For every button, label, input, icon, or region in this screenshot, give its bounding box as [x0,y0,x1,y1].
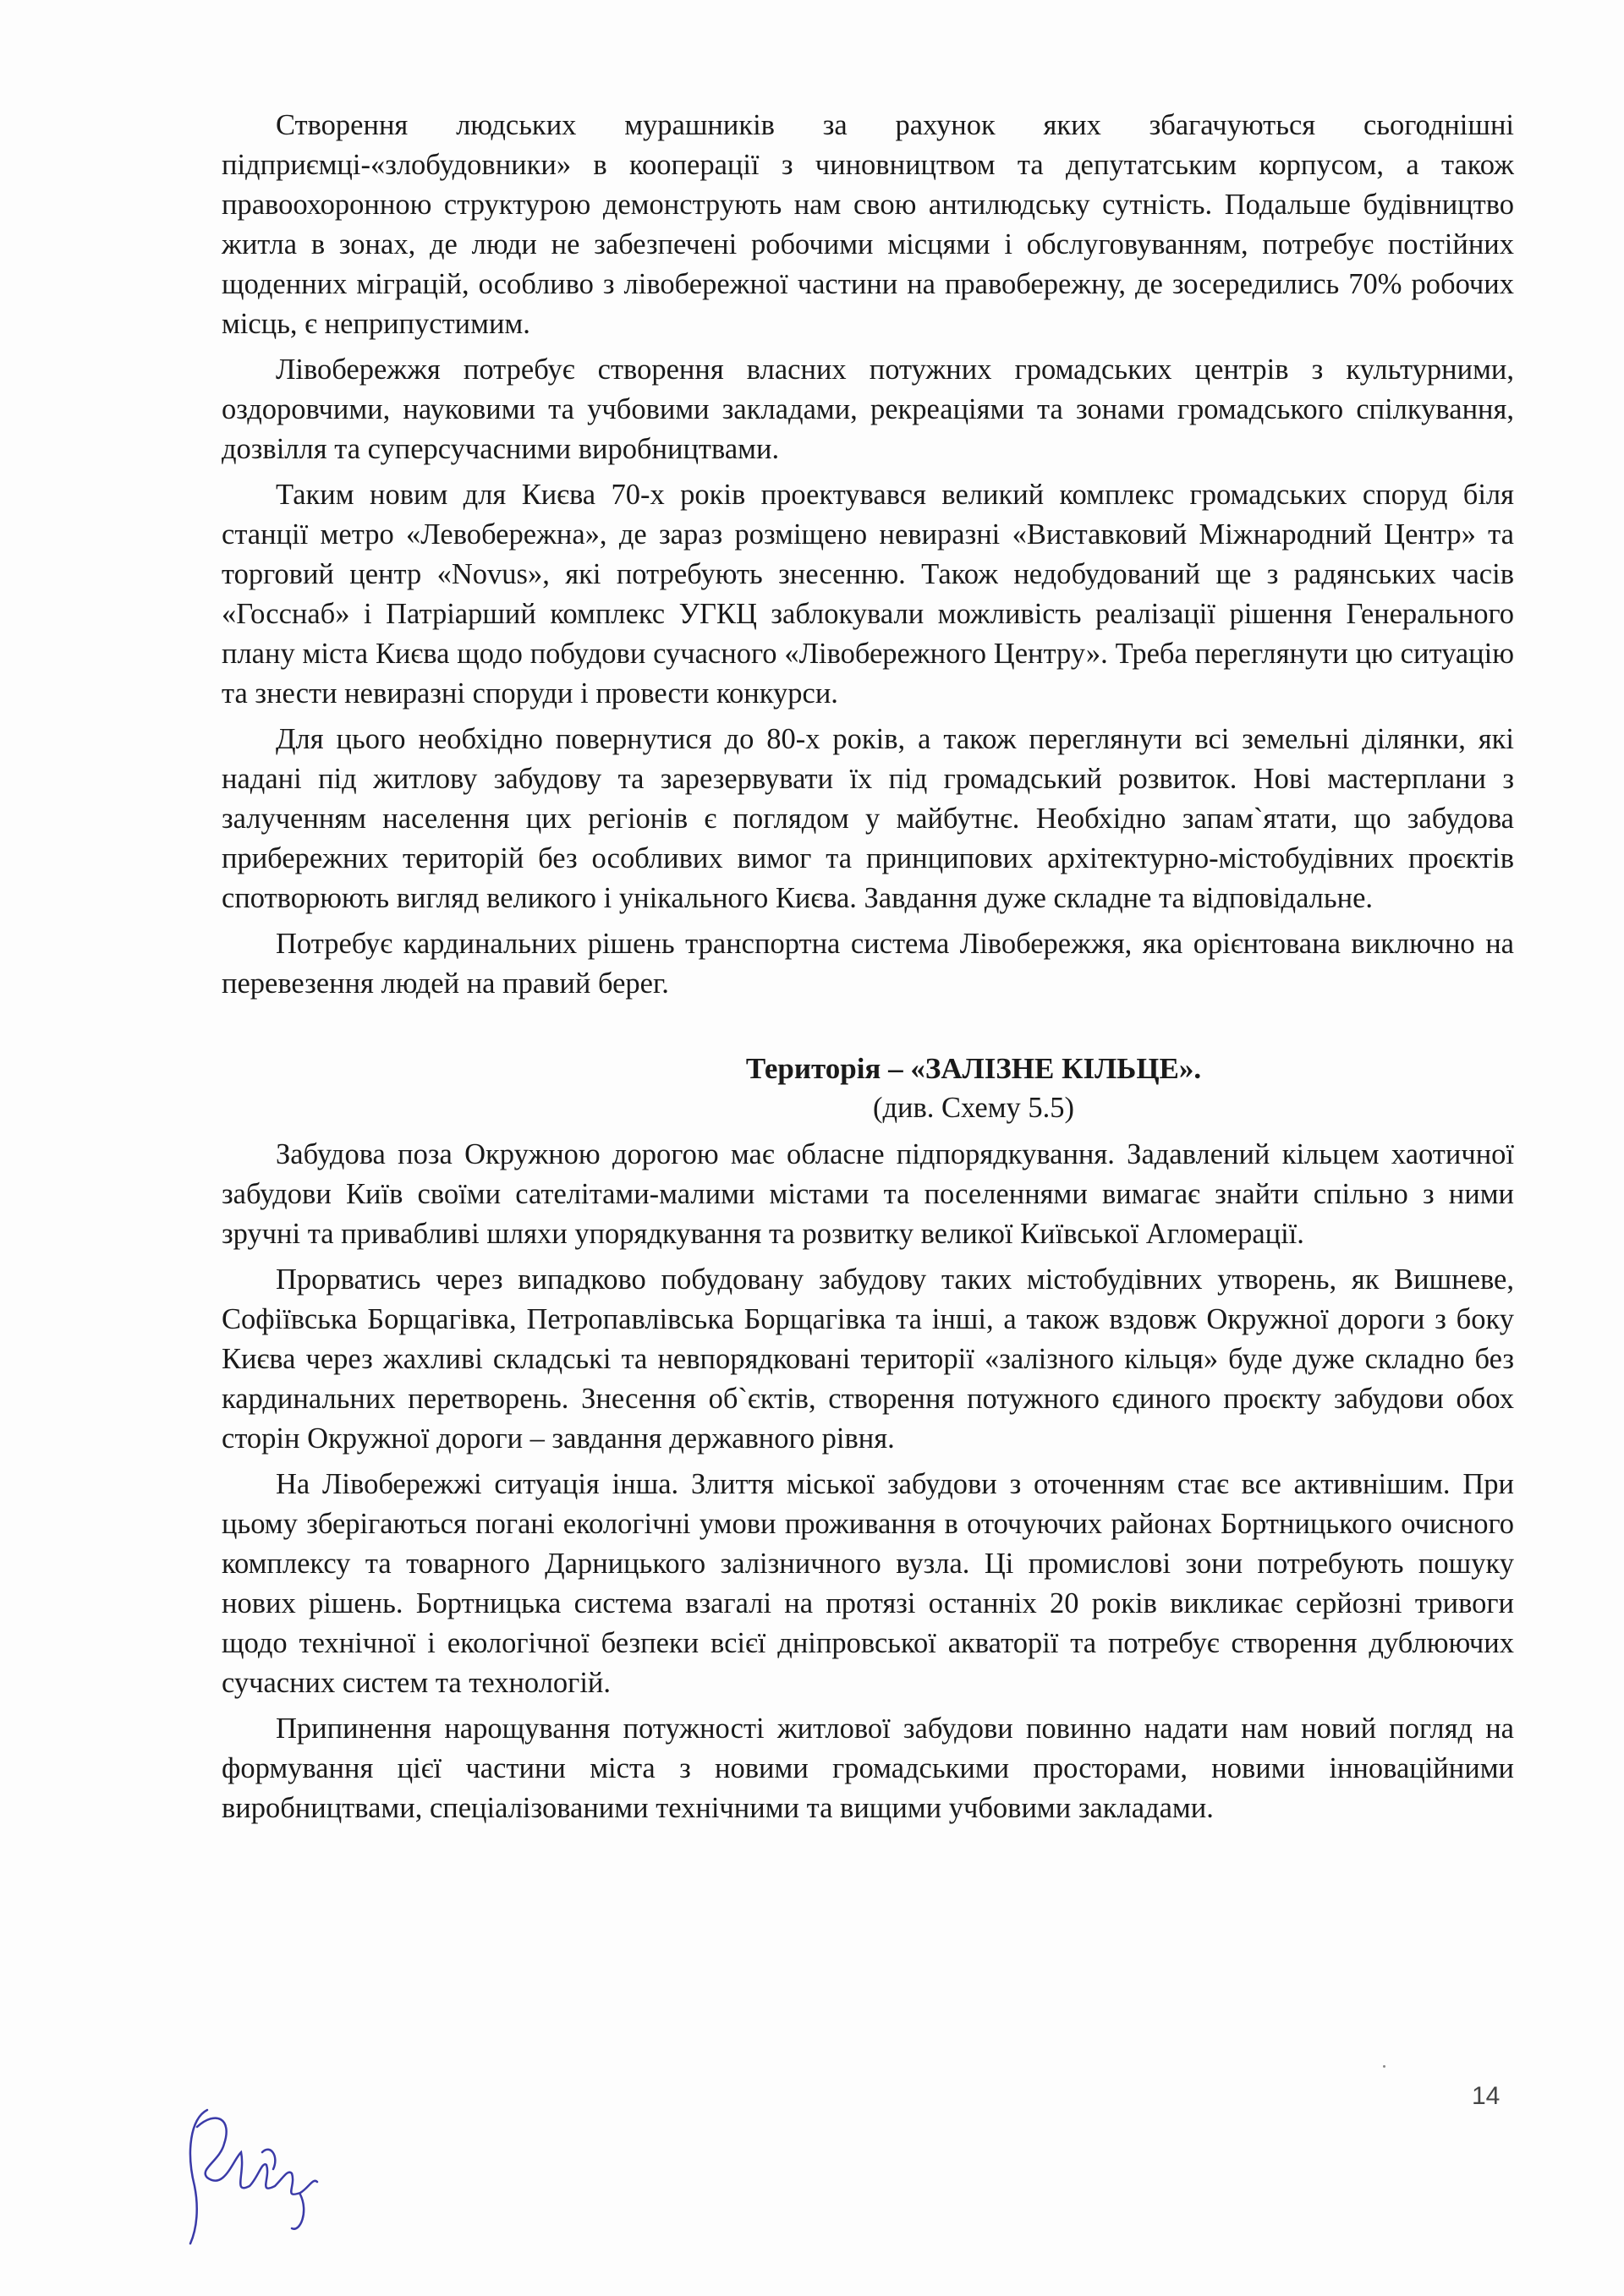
paragraph-metro-complex: Таким новим для Києва 70-х років проектувався великий комплекс громадських споруд біля станції метро «Левобережна», де зараз розміщено невиразні «Виставковий Міжнародний Центр» та торговий центр «Novus», які потребують знесенню. Також недобудований ще з радянських часів «Госснаб» і Патріарший комплекс УГКЦ заблокували можливість реалізації рішення Генерального плану міста Києва щодо побудови сучасного «Лівобережного Центру». Треба переглянути цю ситуацію та знести невиразні споруди і провести конкурси. [222,479,1514,710]
paragraph-left-bank-situation: На Лівобережжі ситуація інша. Злиття міської забудови з оточенням стає все активнішим. При цьому зберігаються погані екологічні умови проживання в оточуючих районах Бортницького очисного комплексу та товарного Дарницького залізничного вузла. Ці промислові зони потребують пошуку нових рішень. Бортницька система взагалі на протязі останніх 20 років викликає серйозні тривоги щодо технічної і екологічної безпеки всієї дніпровської акваторії та потребує створення дублюючих сучасних систем та технологій. [222,1468,1514,1699]
document-body [222,106,1514,1834]
scan-speck [1383,2065,1385,2068]
section-title: Територія – «ЗАЛІЗНЕ КІЛЬЦЕ». [745,1052,1202,1085]
page-number: 14 [1472,2082,1501,2110]
section-subtitle: (див. Схему 5.5) [872,1092,1075,1124]
signature-icon [173,2093,343,2254]
paragraph-left-bank-needs: Лівобережжя потребує створення власних потужних громадських центрів з культурними, оздоровчими, науковими та учбовими закладами, рекреаціями та зонами громадського спілкування, дозвілля та суперсучасними виробництвами. [222,353,1514,465]
paragraph-stop-housing: Припинення нарощування потужності житлової забудови повинно надати нам новий погляд на формування цієї частини міста з новими громадськими просторами, новими інноваційними виробництвами, спеціалізованими технічними та вищими учбовими закладами. [222,1712,1514,1824]
paragraph-break-through: Прорватись через випадково побудовану забудову таких містобудівних утворень, як Вишневе, Софіївська Борщагівка, Петропавлівська Борщагівка та інші, а також вздовж Окружної дороги з боку Києва через жахливі складські та невпорядковані території «залізного кільця» буде дуже складно без кардинальних перетворень. Знесення об`єктів, створення потужного єдиного проєкту забудови обох сторін Окружної дороги – завдання державного рівня. [222,1263,1514,1455]
paragraph-ring-road: Забудова поза Окружною дорогою має обласне підпорядкування. Задавлений кільцем хаотичної забудови Київ своїми сателітами-малими містами та поселеннями вимагає знайти спільно з ними зручні та привабливі шляхи упорядкування та розвитку великої Київської Агломерації. [222,1138,1514,1250]
paragraph-eighties: Для цього необхідно повернутися до 80-х років, а також переглянути всі земельні ділянки, які надані під житлову забудову та зарезервувати їх під громадський розвиток. Нові мастерплани з залученням населення цих регіонів є поглядом у майбутнє. Необхідно запам`ятати, що забудова прибережних територій без особливих вимог та принципових архітектурно-містобудівних проєктів спотворюють вигляд великого і унікального Києва. Завдання дуже складне та відповідальне. [222,723,1514,914]
paragraph-anthills: Створення людських мурашників за рахунок яких збагачуються сьогоднішні підприємці-«злобудовники» в кооперації з чиновництвом та депутатським корпусом, а також правоохоронною структурою демонструють нам свою антилюдську сутність. Подальше будівництво житла в зонах, де люди не забезпечені робочими місцями і обслуговуванням, потребує постійних щоденних міграцій, особливо з лівобережної частини на правобережну, де зосередились 70% робочих місць, є неприпустимим. [222,109,1514,340]
paragraph-transport: Потребує кардинальних рішень транспортна система Лівобережжя, яка орієнтована виключно на перевезення людей на правий берег. [222,928,1514,1000]
